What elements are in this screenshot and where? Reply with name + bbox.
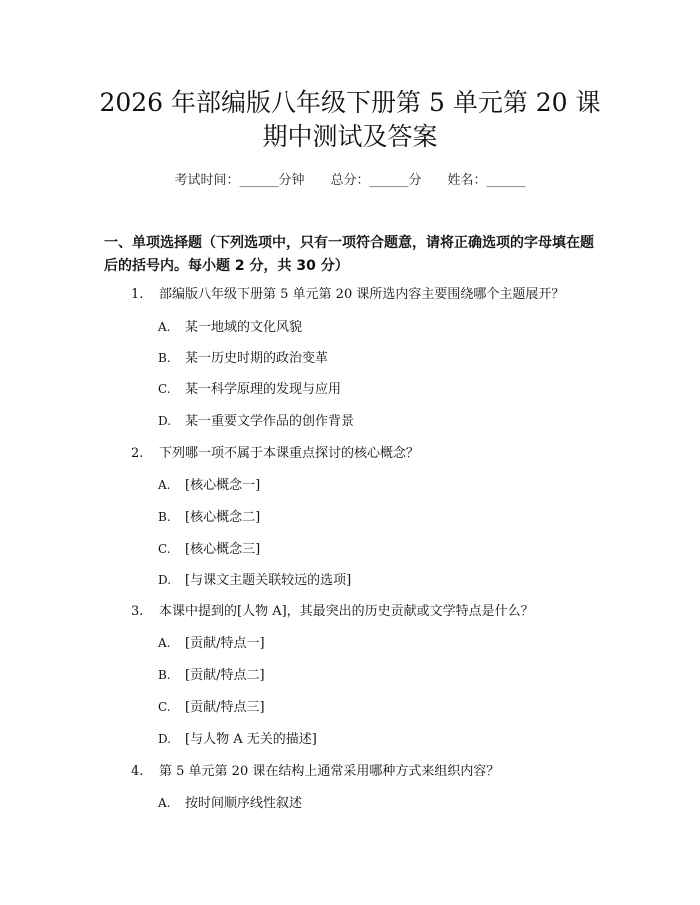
section-heading: 一、单项选择题（下列选项中，只有一项符合题意，请将正确选项的字母填在题后的括号内。每小题 2 分，共 30 分） (104, 235, 594, 274)
question-1 (131, 283, 564, 302)
total-score-field: 总分：______分 (330, 173, 422, 188)
option-text: 按时间顺序线性叙述 (185, 796, 303, 811)
option-2d (158, 569, 351, 588)
option-2c (158, 538, 260, 557)
option-letter: A. (158, 796, 171, 810)
option-1c (158, 378, 341, 397)
page-title-line-2: 期中测试及答案 (262, 122, 438, 151)
option-text: [与人物 A 无关的描述] (185, 732, 317, 747)
option-letter: D. (158, 414, 172, 428)
question-text: 部编版八年级下册第 5 单元第 20 课所选内容主要围绕哪个主题展开？ (159, 287, 565, 302)
option-letter: D. (158, 573, 172, 587)
question-text: 本课中提到的[人物 A]，其最突出的历史贡献或文学特点是什么？ (159, 604, 534, 619)
option-2a (158, 474, 260, 493)
option-letter: B. (158, 510, 171, 524)
option-text: [核心概念一] (185, 478, 261, 493)
question-number: 2. (131, 446, 144, 461)
option-text: 某一科学原理的发现与应用 (185, 382, 342, 397)
option-1b (158, 347, 328, 366)
page-title-line-1: 2026 年部编版八年级下册第 5 单元第 20 课 (99, 88, 601, 117)
option-letter: D. (158, 732, 172, 746)
option-letter: A. (158, 320, 171, 334)
question-number: 1. (131, 287, 144, 302)
option-text: [贡献/特点二] (185, 668, 265, 683)
option-letter: C. (158, 542, 171, 556)
option-text: [核心概念三] (185, 542, 261, 557)
option-4a (158, 792, 302, 811)
option-letter: A. (158, 478, 171, 492)
option-text: 某一重要文学作品的创作背景 (185, 414, 355, 429)
option-text: [贡献/特点三] (185, 700, 265, 715)
option-letter: B. (158, 351, 171, 365)
option-3c (158, 696, 265, 715)
exam-meta (0, 169, 700, 188)
option-letter: C. (158, 700, 171, 714)
option-text: [核心概念二] (185, 510, 261, 525)
option-text: [与课文主题关联较远的选项] (185, 573, 352, 588)
question-4 (131, 760, 499, 779)
exam-time-field: 考试时间：______分钟 (174, 173, 305, 188)
question-3 (131, 600, 534, 619)
option-1d (158, 410, 354, 429)
question-text: 第 5 单元第 20 课在结构上通常采用哪种方式来组织内容？ (159, 764, 500, 779)
question-text: 下列哪一项不属于本课重点探讨的核心概念？ (159, 446, 420, 461)
option-letter: B. (158, 668, 171, 682)
question-number: 3. (131, 604, 144, 619)
option-text: 某一地域的文化风貌 (185, 320, 303, 335)
question-number: 4. (131, 764, 144, 779)
question-2 (131, 442, 419, 461)
option-1a (158, 316, 302, 335)
option-text: [贡献/特点一] (185, 636, 265, 651)
option-text: 某一历史时期的政治变革 (185, 351, 329, 366)
student-name-field: 姓名：______ (447, 173, 526, 188)
option-2b (158, 506, 260, 525)
option-letter: A. (158, 636, 171, 650)
option-3d (158, 728, 317, 747)
option-3b (158, 664, 265, 683)
option-3a (158, 632, 265, 651)
option-letter: C. (158, 382, 171, 396)
